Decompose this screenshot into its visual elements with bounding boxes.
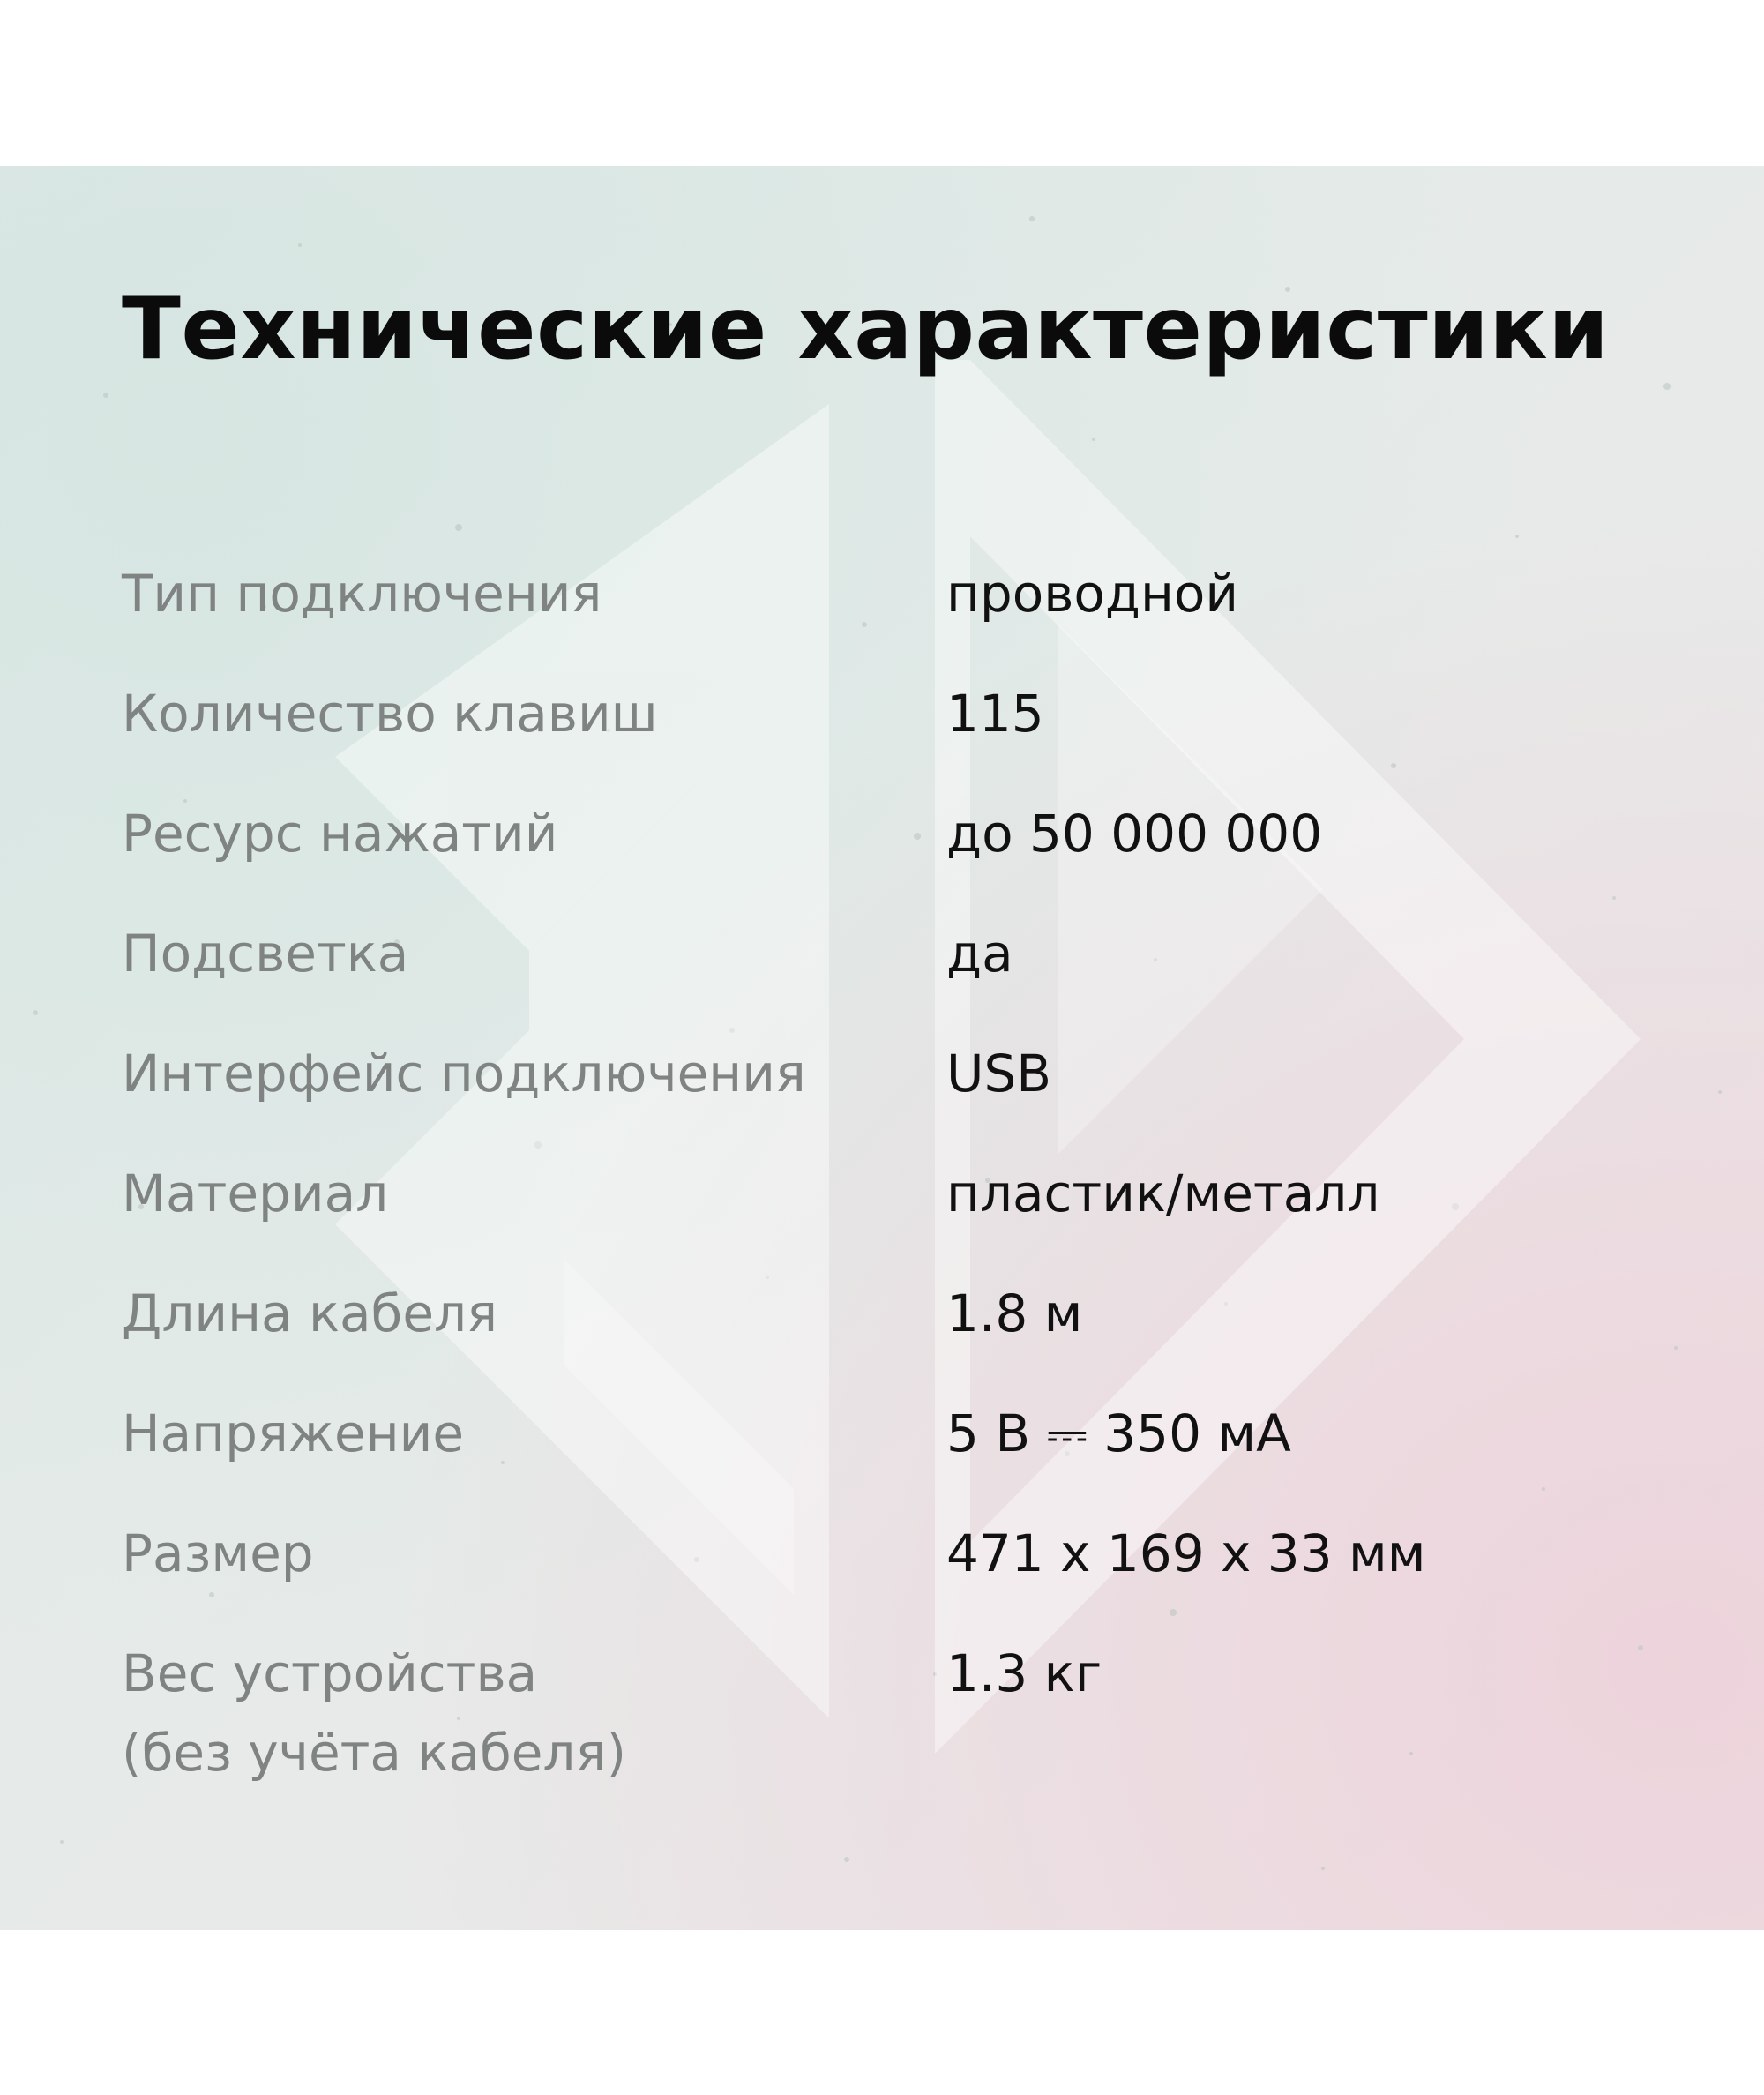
page-title: Технические характеристики [122,279,1610,379]
spec-label: Тип подключения [122,564,602,624]
spec-value: 5 В ⎓ 350 мА [946,1403,1291,1463]
spec-row-size [122,1514,1674,1634]
spec-value: пластик/металл [946,1163,1380,1223]
spec-value: 1.3 кг [946,1643,1102,1703]
spec-table [122,554,1674,1783]
spec-value: 1.8 м [946,1283,1083,1343]
spec-row-voltage [122,1394,1674,1514]
spec-label: Длина кабеля [122,1283,497,1343]
spec-row-interface [122,1034,1674,1154]
spec-card [0,166,1764,1930]
spec-label: Материал [122,1163,389,1223]
spec-value: да [946,924,1013,984]
spec-value: 115 [946,684,1044,744]
spec-row-key-count [122,674,1674,794]
spec-label: Интерфейс подключения [122,1044,806,1104]
spec-label: Напряжение [122,1403,465,1463]
spec-row-weight [122,1634,1674,1783]
spec-label: Количество клавиш [122,684,658,744]
spec-label: Размер [122,1523,314,1583]
spec-value: USB [946,1044,1052,1104]
spec-value: до 50 000 000 [946,804,1323,864]
spec-label: Подсветка [122,924,409,984]
spec-label: Вес устройства (без учёта кабеля) [122,1643,627,1783]
spec-value: проводной [946,564,1239,624]
spec-value: 471 x 169 x 33 мм [946,1523,1426,1583]
spec-row-cable-length [122,1274,1674,1394]
spec-row-keystroke-life [122,794,1674,914]
spec-label: Ресурс нажатий [122,804,558,864]
spec-row-connection-type [122,554,1674,674]
spec-row-backlight [122,914,1674,1034]
spec-row-material [122,1154,1674,1274]
